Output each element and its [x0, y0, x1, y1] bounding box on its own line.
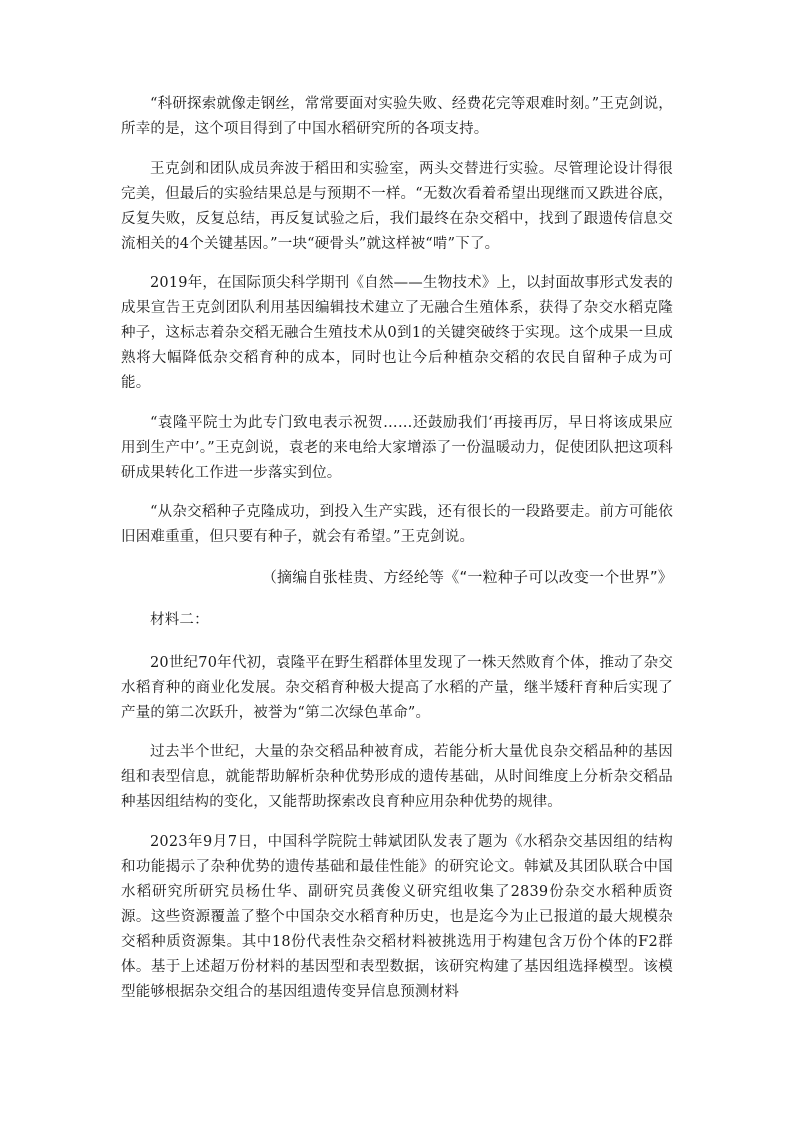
paragraph-2: 王克剑和团队成员奔波于稻田和实验室，两头交替进行实验。尽管理论设计得很完美，但最后的实验结果总是与预期不一样。“无数次看着希望出现继而又跌进谷底，反复失败，反复总结，再反复试验之后，我们最终在杂交稻中，找到了跟遗传信息交流相关的4个关键基因。”一块“硬骨头”就这样被“啃”下了。: [121, 160, 673, 252]
paragraph-5: “从杂交稻种子克隆成功，到投入生产实践，还有很长的一段路要走。前方可能依旧困难重重，但只要有种子，就会有希望。”王克剑说。: [121, 504, 673, 545]
material-two-paragraph-2: 过去半个世纪，大量的杂交稻品种被育成，若能分析大量优良杂交稻品种的基因组和表型信息，就能帮助解析杂种优势形成的遗传基础，从时间维度上分析杂交稻品种基因组结构的变化，又能帮助探索改良育种应用杂种优势的规律。: [121, 744, 673, 810]
material-two-heading: 材料二：: [150, 611, 209, 628]
paragraph-4: “袁隆平院士为此专门致电表示祝贺……还鼓励我们‘再接再厉，早日将该成果应用到生产中’。”王克剑说，袁老的来电给大家增添了一份温暖动力，促使团队把这项科研成果转化工作进一步落实到位。: [121, 414, 673, 481]
material-two-paragraph-1: 20世纪70年代初，袁隆平在野生稻群体里发现了一株天然败育个体，推动了杂交水稻育种的商业化发展。杂交稻育种极大提高了水稻的产量，继半矮秆育种后实现了产量的第二次跃升，被誉为“第二次绿色革命”。: [121, 654, 673, 721]
source-citation: （摘编自张桂贵、方经纶等《“一粒种子可以改变一个世界”》: [261, 567, 673, 586]
document-body: [121, 92, 673, 1019]
material-two-paragraph-3: 2023年9月7日，中国科学院院士韩斌团队发表了题为《水稻杂交基因组的结构和功能揭示了杂种优势的遗传基础和最佳性能》的研究论文。韩斌及其团队联合中国水稻研究所研究员杨仕华、副研究员龚俊义研究组收集了2839份杂交水稻种质资源。这些资源覆盖了整个中国杂交水稻育种历史，也是迄今为止已报道的最大规模杂交稻种质资源集。其中18份代表性杂交稻材料被挑选用于构建包含万份个体的F2群体。基于上述超万份材料的基因型和表型数据，该研究构建了基因组选择模型。该模型能够根据杂交组合的基因组遗传变异信息预测材料: [121, 833, 673, 1000]
paragraph-3: 2019年，在国际顶尖科学期刊《自然——生物技术》上，以封面故事形式发表的成果宣告王克剑团队利用基因编辑技术建立了无融合生殖体系，获得了杂交水稻克隆种子，这标志着杂交稻无融合生殖技术从0到1的关键突破终于实现。这个成果一旦成熟将大幅降低杂交稻育种的成本，同时也让今后种植杂交稻的农民自留种子成为可能。: [121, 275, 673, 391]
paragraph-1: “科研探索就像走钢丝，常常要面对实验失败、经费花完等艰难时刻。”王克剑说，所幸的是，这个项目得到了中国水稻研究所的各项支持。: [121, 96, 673, 137]
